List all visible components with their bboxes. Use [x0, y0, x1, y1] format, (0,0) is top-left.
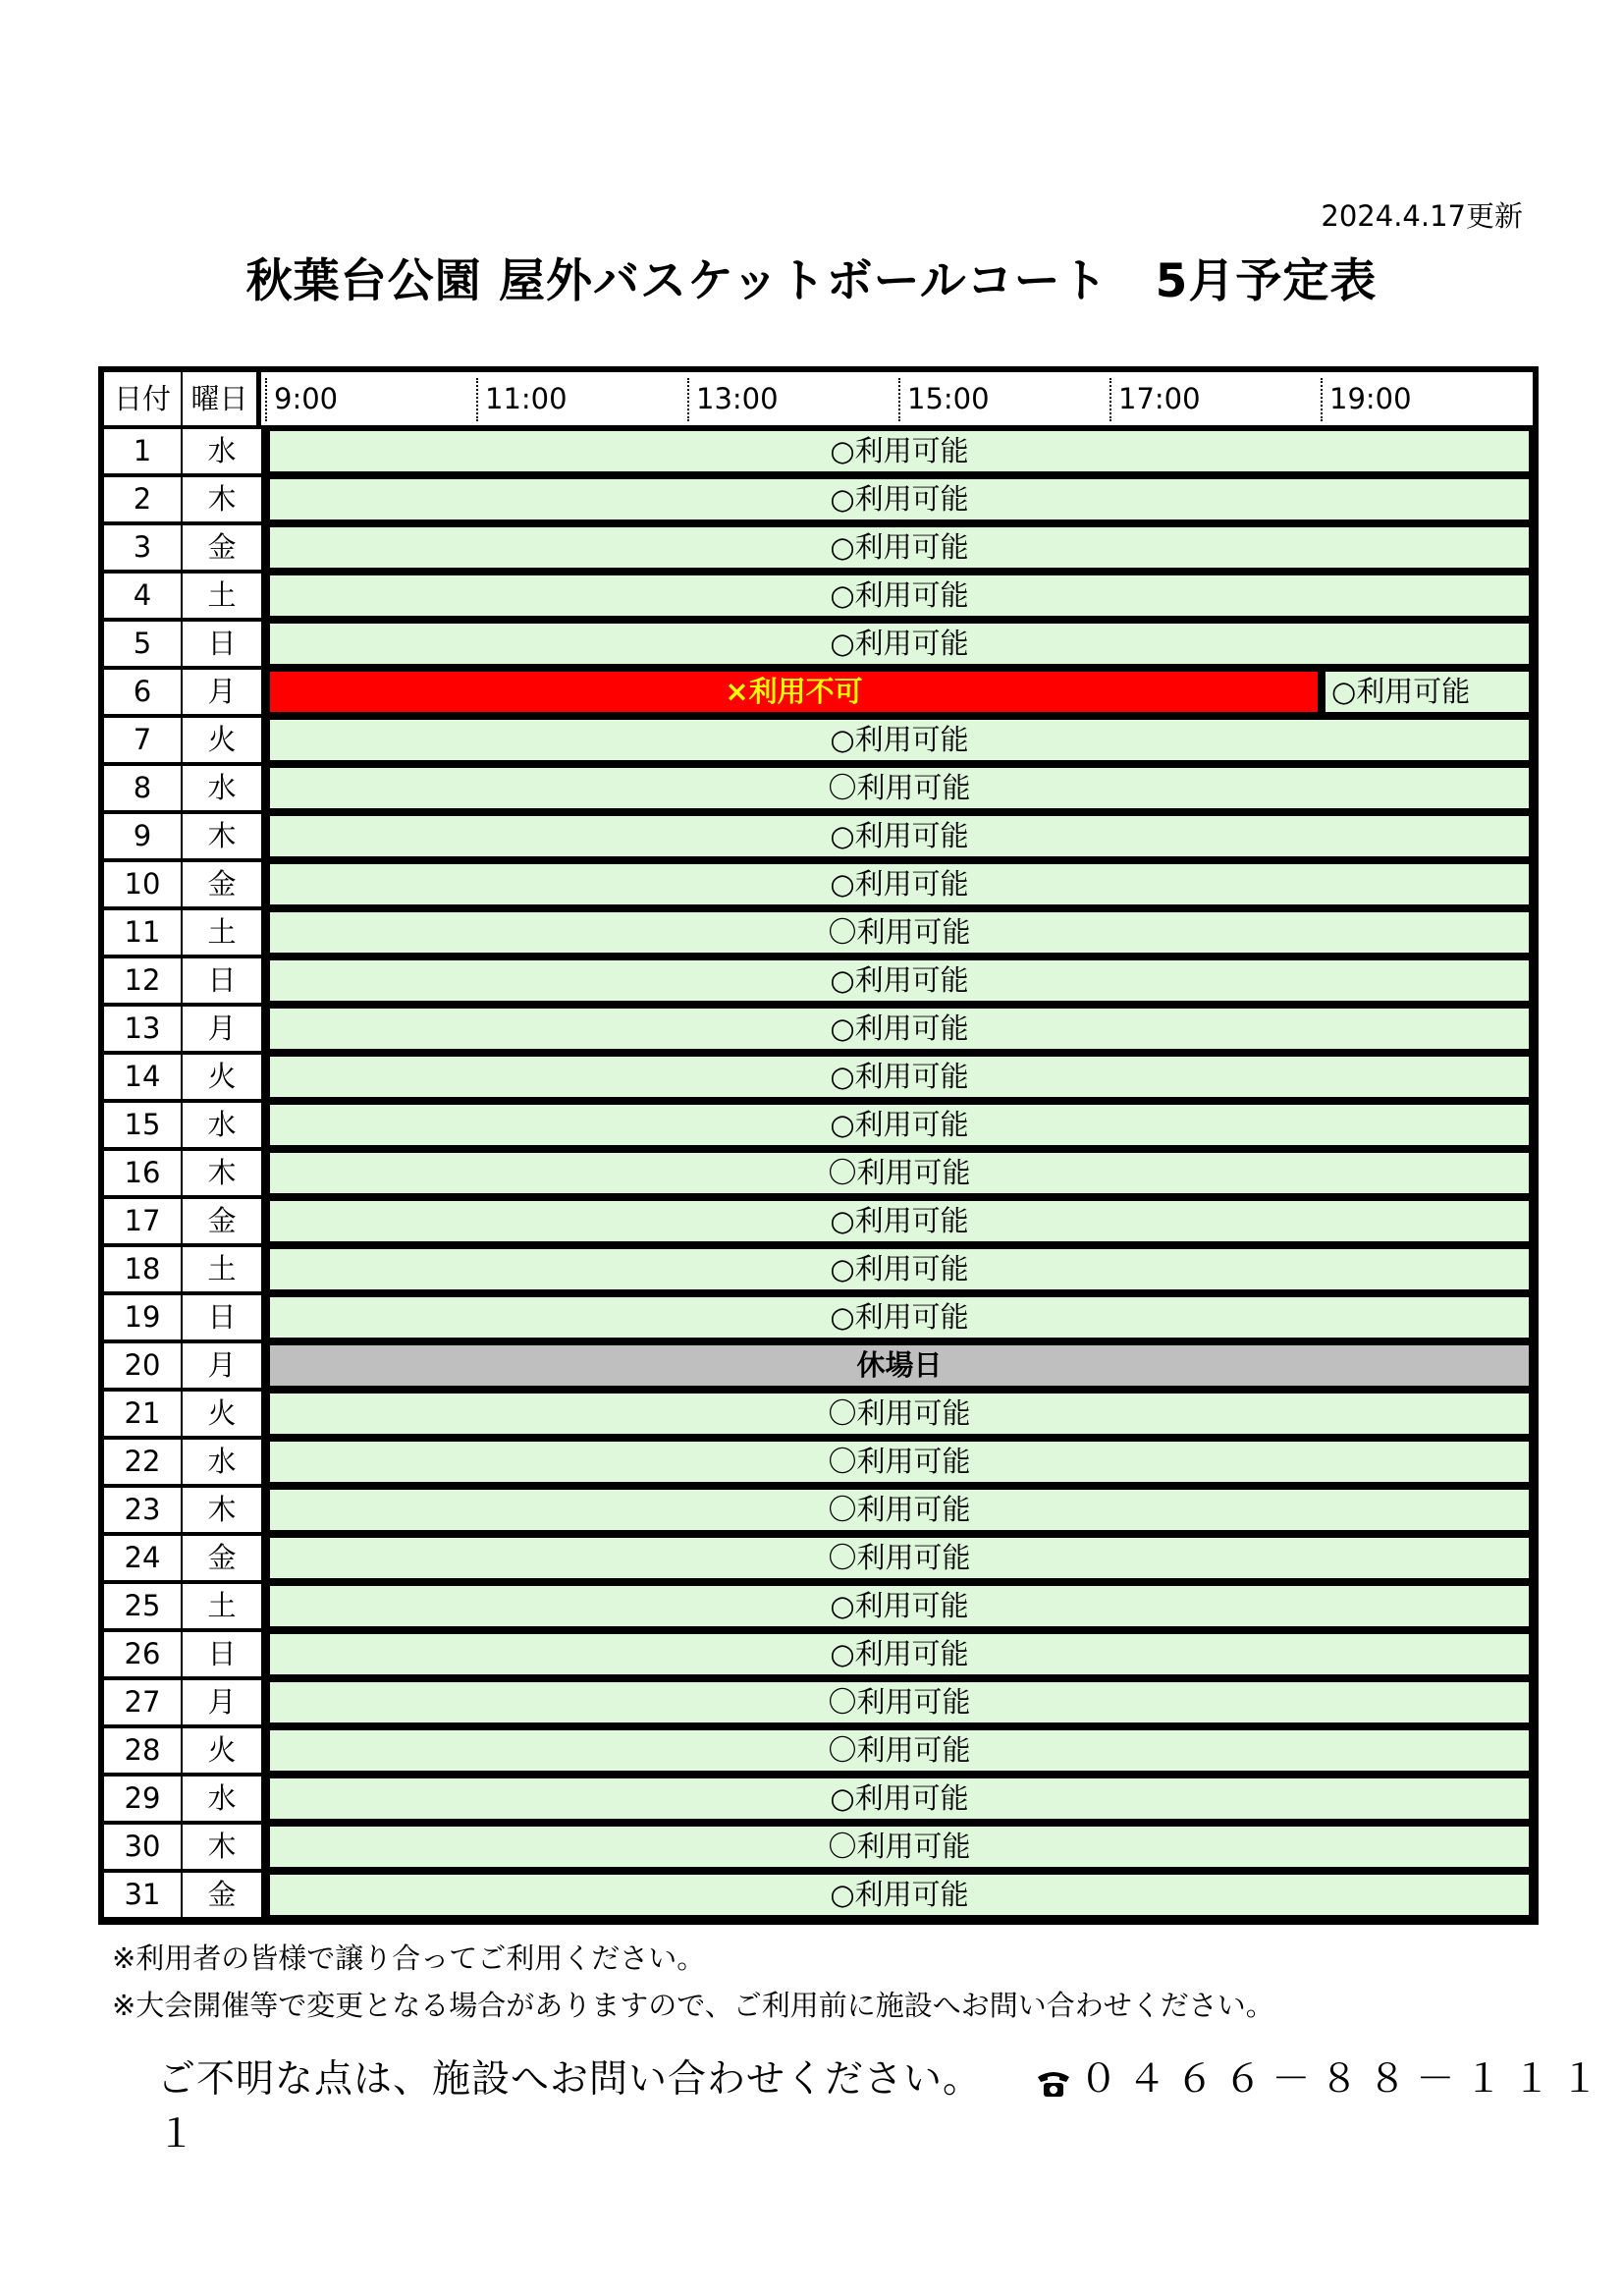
status-available: ○利用可能	[268, 1295, 1531, 1339]
header-date: 日付	[104, 372, 183, 425]
status-available: ○利用可能	[268, 574, 1531, 618]
table-header	[104, 372, 1533, 429]
note-2: ※大会開催等で変更となる場合がありますので、ご利用前に施設へお問い合わせください。	[112, 1989, 1274, 2022]
schedule-row	[104, 1247, 1533, 1295]
row-date: 24	[104, 1536, 181, 1580]
page-title: 秋葉台公園 屋外バスケットボールコート 5月予定表	[245, 254, 1378, 308]
row-date: 28	[104, 1728, 181, 1773]
row-weekday: 水	[183, 766, 261, 810]
updated-date: 2024.4.17更新	[1321, 199, 1523, 233]
schedule-row	[104, 1199, 1533, 1247]
status-available: 〇利用可能	[268, 1728, 1531, 1773]
status-available: 〇利用可能	[268, 1392, 1531, 1436]
schedule-row	[104, 1873, 1533, 1921]
row-date: 23	[104, 1488, 181, 1532]
row-date: 9	[104, 814, 181, 858]
row-weekday: 木	[183, 814, 261, 858]
schedule-row	[104, 622, 1533, 670]
note-1: ※利用者の皆様で譲り合ってご利用ください。	[112, 1941, 706, 1975]
row-date: 18	[104, 1247, 181, 1291]
row-weekday: 金	[183, 1199, 261, 1243]
row-date: 22	[104, 1440, 181, 1484]
row-date: 27	[104, 1680, 181, 1724]
status-available: 〇利用可能	[268, 1151, 1531, 1195]
schedule-row	[104, 1584, 1533, 1632]
schedule-row	[104, 1728, 1533, 1777]
schedule-row	[104, 1777, 1533, 1825]
row-date: 3	[104, 525, 181, 570]
status-available: ○利用可能	[268, 1777, 1531, 1821]
row-date: 14	[104, 1055, 181, 1099]
row-date: 4	[104, 574, 181, 618]
row-date: 30	[104, 1825, 181, 1869]
schedule-row	[104, 1440, 1533, 1488]
status-available: ○利用可能	[268, 1199, 1531, 1243]
status-available: ○利用可能	[268, 1103, 1531, 1147]
row-weekday: 日	[183, 622, 261, 666]
row-date: 5	[104, 622, 181, 666]
row-weekday: 日	[183, 958, 261, 1003]
schedule-row	[104, 429, 1533, 477]
status-available: ○利用可能	[268, 622, 1531, 666]
row-date: 7	[104, 718, 181, 762]
row-date: 25	[104, 1584, 181, 1628]
status-available: ○利用可能	[268, 1055, 1531, 1099]
schedule-row	[104, 862, 1533, 910]
status-available: ○利用可能	[268, 525, 1531, 570]
status-available: ○利用可能	[268, 1632, 1531, 1676]
schedule-row	[104, 525, 1533, 574]
status-available: ○利用可能	[268, 814, 1531, 858]
schedule-row	[104, 1680, 1533, 1728]
status-available: ○利用可能	[268, 429, 1531, 473]
status-available: ○利用可能	[268, 1247, 1531, 1291]
status-available: 〇利用可能	[268, 1825, 1531, 1869]
time-label: 13:00	[696, 382, 779, 415]
row-date: 2	[104, 477, 181, 521]
row-weekday: 火	[183, 718, 261, 762]
telephone-icon	[1034, 2061, 1073, 2095]
status-available: ○利用可能	[268, 1584, 1531, 1628]
time-label: 15:00	[907, 382, 990, 415]
row-date: 19	[104, 1295, 181, 1339]
schedule-row	[104, 1488, 1533, 1536]
time-label: 11:00	[485, 382, 568, 415]
row-date: 16	[104, 1151, 181, 1195]
row-date: 6	[104, 670, 181, 714]
schedule-row	[104, 1055, 1533, 1103]
schedule-row	[104, 1151, 1533, 1199]
schedule-row	[104, 1632, 1533, 1680]
status-available: ○利用可能	[268, 958, 1531, 1003]
row-weekday: 金	[183, 862, 261, 906]
row-weekday: 月	[183, 1007, 261, 1051]
row-date: 11	[104, 910, 181, 955]
row-weekday: 火	[183, 1055, 261, 1099]
schedule-table	[98, 366, 1539, 1925]
schedule-row	[104, 814, 1533, 862]
status-available: ○利用可能	[268, 718, 1531, 762]
schedule-row	[104, 1825, 1533, 1873]
schedule-row	[104, 1103, 1533, 1151]
row-weekday: 月	[183, 670, 261, 714]
status-available: 〇利用可能	[268, 1488, 1531, 1532]
status-available: ○利用可能	[1324, 670, 1531, 714]
row-weekday: 土	[183, 910, 261, 955]
phone-number: ０４６６－８８－１１１１	[157, 2057, 1609, 2157]
status-available: ○利用可能	[268, 1873, 1531, 1917]
row-date: 15	[104, 1103, 181, 1147]
header-weekday: 曜日	[183, 372, 261, 425]
schedule-row	[104, 574, 1533, 622]
time-label: 19:00	[1329, 382, 1412, 415]
row-weekday: 水	[183, 1777, 261, 1821]
row-date: 17	[104, 1199, 181, 1243]
row-weekday: 火	[183, 1392, 261, 1436]
row-weekday: 金	[183, 525, 261, 570]
row-date: 21	[104, 1392, 181, 1436]
time-label: 17:00	[1118, 382, 1201, 415]
row-weekday: 木	[183, 1151, 261, 1195]
status-available: 〇利用可能	[268, 1536, 1531, 1580]
row-date: 12	[104, 958, 181, 1003]
row-date: 8	[104, 766, 181, 810]
status-available: ○利用可能	[268, 1007, 1531, 1051]
schedule-row	[104, 1343, 1533, 1392]
row-weekday: 土	[183, 574, 261, 618]
schedule-row	[104, 958, 1533, 1007]
schedule-row	[104, 766, 1533, 814]
row-date: 13	[104, 1007, 181, 1051]
status-available: ○利用可能	[268, 477, 1531, 521]
schedule-row	[104, 910, 1533, 958]
status-available: 〇利用可能	[268, 1680, 1531, 1724]
row-weekday: 土	[183, 1584, 261, 1628]
schedule-row	[104, 1007, 1533, 1055]
row-weekday: 月	[183, 1680, 261, 1724]
row-weekday: 土	[183, 1247, 261, 1291]
row-weekday: 木	[183, 477, 261, 521]
row-weekday: 日	[183, 1632, 261, 1676]
row-weekday: 月	[183, 1343, 261, 1388]
row-date: 1	[104, 429, 181, 473]
schedule-row	[104, 1536, 1533, 1584]
row-weekday: 水	[183, 1103, 261, 1147]
row-weekday: 金	[183, 1873, 261, 1917]
row-date: 26	[104, 1632, 181, 1676]
status-available: 〇利用可能	[268, 1440, 1531, 1484]
schedule-row	[104, 477, 1533, 525]
row-weekday: 日	[183, 1295, 261, 1339]
row-weekday: 木	[183, 1825, 261, 1869]
row-weekday: 火	[183, 1728, 261, 1773]
row-weekday: 金	[183, 1536, 261, 1580]
status-closed: 休場日	[268, 1343, 1531, 1388]
schedule-row	[104, 1295, 1533, 1343]
row-date: 29	[104, 1777, 181, 1821]
schedule-row	[104, 718, 1533, 766]
row-date: 31	[104, 1873, 181, 1917]
status-available: 〇利用可能	[268, 910, 1531, 955]
contact-text: ご不明な点は、施設へお問い合わせください。	[157, 2057, 983, 2102]
row-weekday: 水	[183, 429, 261, 473]
row-weekday: 水	[183, 1440, 261, 1484]
status-available: 〇利用可能	[268, 766, 1531, 810]
status-available: ○利用可能	[268, 862, 1531, 906]
time-label: 9:00	[274, 382, 339, 415]
schedule-row	[104, 1392, 1533, 1440]
row-date: 20	[104, 1343, 181, 1388]
schedule-row	[104, 670, 1533, 718]
row-weekday: 木	[183, 1488, 261, 1532]
status-unavailable: ×利用不可	[268, 670, 1320, 714]
contact-info	[157, 2052, 1623, 2162]
row-date: 10	[104, 862, 181, 906]
